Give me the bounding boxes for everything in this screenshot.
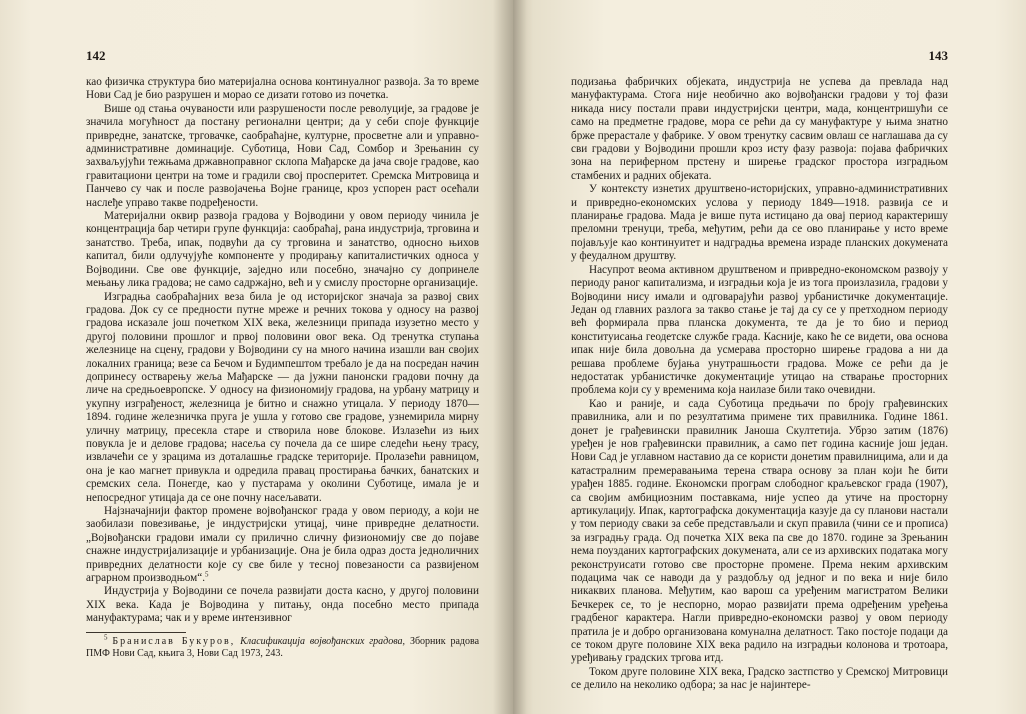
paragraph: Током друге половине XIX века, Градско застпство у Сремској Митровици се делило на неколико одбора; за нас је најинтере- — [571, 665, 948, 692]
paragraph: Као и раније, и сада Суботица предњачи по броју грађевинских правилника, али и по резултатима примене тих правилника. Године 1861. донет је грађевински правилник Јаноша Скултетија. Убрзо затим (1876) уређен је нов грађевински правилник, а само пет година касније још један. Нови Сад је углавном наставио да се користи донетим правилницима, али и да катастралним премеравањима терена ствара основу за план који ће бити урађен 1885. године. Економски програм слободног краљевског града (1907), са својим амбициозним поставкама, није успео да утиче на просторну артикулацију. Ипак, картографска документација казује да су планови настали у том периоду сваки за себе представљали и скуп правила (чини се и прописа) за изградњу града. Од почетка XIX века па све до 1870. године за Зрењанин нема поузданих картографских докумената, али се из архивских података могу реконструисати готово све просторне промене. Према неким архивским подацима чак се наводи да у раздобљу од једног и по века и није било никаквих планова. Међутим, као варош са уређеним магистратом Велики Бечкерек се, то је неспорно, морао развијати према одређеним уређења градбеног карактера. Нагли привредно-економски развој у овом периоду пратила је и добро организована комунална делатност. Тако постоје подаци да се током друге половине XIX века радило на изградњи колонова и тротоара, уређивању градских тргова итд. — [571, 397, 948, 665]
footnote — [86, 633, 480, 660]
page-number: 143 — [928, 48, 948, 63]
paragraph: подизања фабричких објеката, индустрија не успева да превлада над мануфактурама. Стога није необично ако војвођански градови у тој фази никада нису постали прави индустријски центри, мада, концентришући се само на предметне градове, мора се рећи да су мануфактуре у њима знатно брже прерастале у фабрике. У овом тренутку сасвим овлаш се наглашава да су сви градови у Војводини прошли кроз исту фазу развоја: појава фабричких зона на периферном прстену и ширење градског простора изградњом стамбених и радних објеката. — [571, 76, 948, 182]
paragraph-with-footnote — [86, 505, 479, 585]
gutter-shadow — [513, 0, 527, 714]
page-number: 142 — [86, 48, 106, 63]
paragraph: Индустрија у Војводини се почела развијати доста касно, у другој половини XIX века. Када је Војводина у питању, онда посебно место припада мануфактурама; чак и у време интензивног — [86, 585, 479, 625]
footnote-author: Бранислав Букуров, — [112, 635, 236, 647]
paragraph: као физичка структура био материјална основа континуалног развоја. За то време Нови Сад је био разрушен и морао се дизати готово из почетка. — [86, 76, 479, 102]
paragraph: Насупрот веома активном друштвеном и привредно-економском развоју у периоду раног капитализма, и изградњи која је из тога произлазила, градови у Војводини нису имали и одговарајући развој урбанистичке документације. Један од главних разлога за такво стање је тај да су се у претходном периоду већ формирала прва планска документа, те да је то био и период конституисања геодетске службе града. Касније, како ће се видети, ова основа ипак није била довољна да усмерава просторно ширење градова а ни да решава проблеме бујања унутрашњости градова. Може се рећи да је недостатак урбанистичке документације утицао на стварање просторних проблема који су у временима која наилазе били тако очевидни. — [571, 263, 948, 397]
footnote-title: Класификација војвођанских градова, — [240, 635, 406, 647]
right-page — [513, 0, 1026, 714]
paragraph: У контексту изнетих друштвено-историјских, управно-административних и привредно-економских услова у периоду 1849—1918. развија се и планирање градова. Мада је више пута истицано да овај период карактеришу преломни тренуци, треба, међутим, рећи да се ово планирање у исто време појављује као континуитет и надградња времена израде планских докумената у феудалном друштву. — [571, 183, 948, 263]
footnote-rule — [86, 632, 186, 633]
paragraph: Изградња саобраћајних веза била је од историјског значаја за развој свих градова. Док су се предности путне мреже и речних токова у односу на развој градова исказале још почетком XIX века, железници припада изузетно место у другој половини прошлог и првој половини овог века. Од тренутка ступања железнице на сцену, градови у Војводини су на много начина изашли ван својих локалних граница; везе са Бечом и Будимпештом требало је да на посредан начин допринесу остварењу жеља Мађарске — да јужни панонски градови почну да личе на средњоевропске. У односу на физиономију градова, на урбану матрицу и укупну изграђеност, железница је битно и снажно утицала. У периоду 1870—1894. године железничка пруга је ушла у готово све градове, узнемирила мирну уличну матрицу, пресекла старе и створила нове блокове. Излазећи из њих повукла је и делове градова; насеља су почела да се шире следећи њену трасу, извлачећи се у зрацима из доталашње градске територије. Пролазећи равницом, она је као магнет привукла и одредила правац простирања бачких, банатских и сремских села. Понегде, као у пустарама у околини Суботице, имала је и непосредног утицаја да се оне почну насељавати. — [86, 290, 479, 504]
right-page-body — [571, 76, 948, 693]
paragraph: Више од стања очуваности или разрушености после револуције, за градове је значила могућност да постану регионални центри; да у себи споје функције привредне, занатске, трговачке, саобраћајне, културне, просветне али и управно-административне доминације. Суботица, Нови Сад, Сомбор и Зрењанин су захваљујући тежњама државноправног склопа Мађарске да јача своје градове, као гравитациони центри на томе и градили свој просперитет. Сремска Митровица и Панчево су чак и после развојачења Војне границе, кроз успорен раст осећали наслеђе управо такве подређености. — [86, 102, 479, 209]
paragraph-text: Најзначајнији фактор промене војвођанског града у овом периоду, а који не заобилази повезивање, је индустријски утицај, чине привредне делатности. „Војвођански градови имали су прилично сличну физиономију све до појаве снажне индустријализације и урбанизације. Она је била одраз доста једноличних привредних делатности које су све биле у тесној повезаности са развијеном аграрном производњом“. — [86, 505, 479, 585]
gutter-shadow — [493, 0, 513, 714]
footnote-source: Зборник радова ПМФ Нови Сад, књига 3, Нови Сад 1973, 243. — [86, 635, 480, 659]
left-page-body — [86, 76, 479, 626]
footnote-reference: 5 — [205, 570, 209, 579]
paragraph: Материјални оквир развоја градова у Војводини у овом периоду чинила је концентрација бар четири групе функција: саобраћај, рана индустрија, трговина и занатство. Треба, ипак, подвући да су трговина и занатство, односно њихов капитал, били одлучујуће компоненте у продирању капиталистичких односа у Војводини. Све ове функције, заједно или посебно, значајно су допринеле мењању лика градова; не само садржајно, већ и у смислу просторне организације. — [86, 210, 479, 290]
footnote-number: 5 — [104, 633, 108, 642]
